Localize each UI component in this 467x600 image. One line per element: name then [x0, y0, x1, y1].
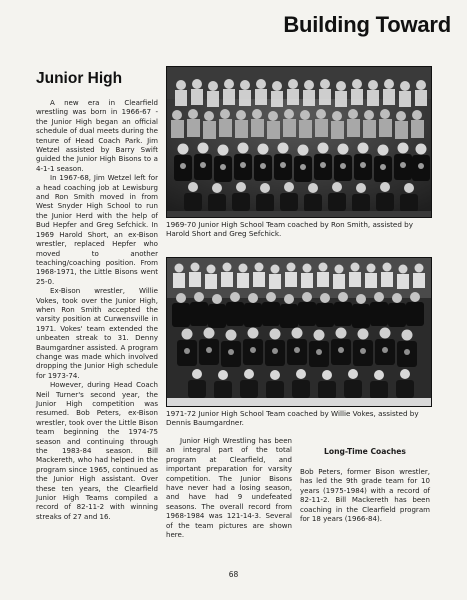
paragraph: Ex-Bison wrestler, Willie Vokes, took over the Junior High, when Ron Smith accepted the varsity position at Curwensville in 1971. Vokes' team extended the unbeaten streak to 31. Denny Baumgardner assisted. A program change was made which involved dropping the Junior High schedule for 1973-74.	[36, 286, 158, 380]
middle-text-column	[166, 436, 292, 539]
page-header-title: Building Toward	[283, 12, 451, 37]
paragraph: A new era in Clearfield wrestling was born in 1966-67 - the Junior High began an official schedule of dual meets during the tenure of Head Coach Park. Jim Wetzel assisted by Barry Swift guided the Junior High Bisons to a 4-1-1 season.	[36, 98, 158, 173]
team-photo-1969-70	[166, 66, 432, 218]
team-photo-illustration	[167, 67, 431, 217]
page-number: 68	[228, 570, 239, 579]
left-text-column	[36, 98, 158, 521]
team-photo-illustration	[167, 258, 431, 406]
paragraph: Bob Peters, former Bison wrestler, has led the 9th grade team for 10 years (1975-1984) with a record of 82-11-2. Bill Mackereth has been coaching in the Clearfield program for 18 years (1966-84).	[300, 467, 430, 524]
paragraph: In 1967-68, Jim Wetzel left for a head coaching job at Lewisburg and Ron Smith moved in from West Snyder High School to run the Junior Herd with the help of Bud Hepfer and Greg Sefchick. In 1969 Harold Short, an ex-Bison wrestler, replaced Hepfer who moved to another teaching/coaching position. From 1968-1971, the Little Bisons went 25-0.	[36, 173, 158, 286]
sidebar-text-column	[300, 467, 430, 523]
paragraph: However, during Head Coach Neil Turner's second year, the Junior High competition was resumed. Bob Peters, ex-Bison wrestler, took over the Little Bison team beginning the 1974-75 season and continuing through the 1983-84 season. Bill Mackereth, who had helped in the program since 1965, continued as the Junior High assistant. Over these ten years, the Clearfield Junior High Teams compiled a record of 82-11-2 with winning streaks of 27 and 16.	[36, 380, 158, 521]
photo-caption: 1969-70 Junior High School Team coached by Ron Smith, assisted by Harold Short and Greg Sefchick.	[166, 220, 413, 239]
team-photo-1971-72	[166, 257, 432, 407]
paragraph: Junior High Wrestling has been an integral part of the total program at Clearfield, and important preparation for varsity competition. The Junior Bisons have never had a losing season, and have had 9 undefeated seasons. The overall record from 1968-1984 was 121-14-3. Several of the team pictures are shown here.	[166, 436, 292, 540]
sidebar-title: Long-Time Coaches	[324, 447, 406, 456]
section-title: Junior High	[36, 70, 123, 87]
photo-caption: 1971-72 Junior High School Team coached by Willie Vokes, assisted by Dennis Baumgardner.	[166, 409, 419, 428]
